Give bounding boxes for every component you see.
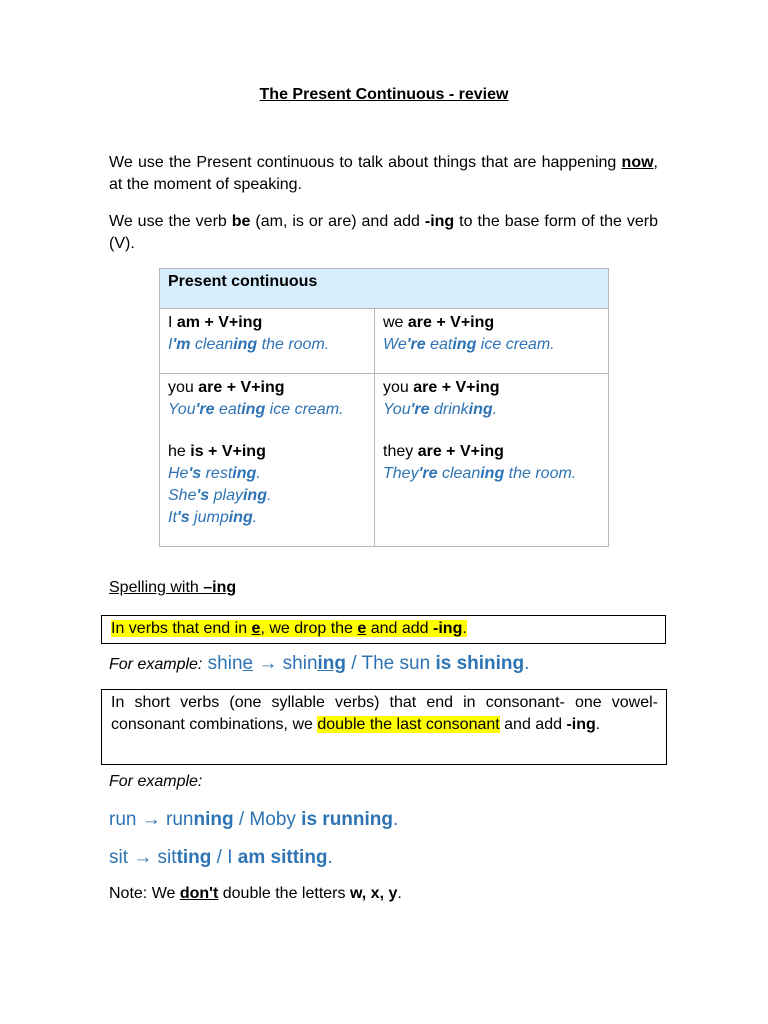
ex-part: → shin — [253, 653, 318, 674]
form-rule: are + V+ing — [417, 443, 504, 460]
ex-part: / I — [211, 847, 238, 868]
ex-part: She — [168, 487, 197, 504]
ex-part: ing — [233, 336, 258, 353]
ex-part: ing — [228, 509, 253, 526]
table-cell-you-he — [160, 374, 375, 547]
pronoun: he — [168, 443, 191, 460]
rule-part: In short verbs (one syllable verbs) that end in consonant- one vowel-consonant combinations, we — [111, 694, 658, 733]
note-part: don't — [179, 885, 219, 902]
emphasis-be: be — [231, 213, 251, 230]
note-part: . — [397, 885, 402, 902]
note-line — [109, 885, 402, 903]
ex-part: ing — [468, 401, 493, 418]
ex-part: 's — [176, 509, 190, 526]
ex-part: rest — [201, 465, 233, 482]
note-part: double the letters — [218, 885, 350, 902]
ex-part: 're — [406, 336, 426, 353]
rule-part: . — [462, 620, 467, 637]
example-shine — [109, 653, 529, 675]
present-continuous-table — [159, 268, 609, 547]
table-cell-we — [375, 309, 609, 374]
ex-part: ing — [232, 465, 257, 482]
intro-text: We use the verb — [109, 213, 232, 230]
ex-part: ing — [241, 401, 266, 418]
example-line — [168, 463, 366, 485]
ex-part: . — [492, 401, 498, 418]
ex-part: 's — [196, 487, 210, 504]
pronoun: you — [168, 379, 199, 396]
ex-part: the room. — [257, 336, 330, 353]
ex-part: They — [383, 465, 419, 482]
ex-part: clean — [190, 336, 234, 353]
example-line — [168, 399, 366, 421]
ex-part: 'm — [172, 336, 191, 353]
rule-text — [111, 620, 467, 637]
ex-part: . — [256, 465, 261, 482]
ex-part: ing — [317, 653, 347, 674]
ex-part: . — [393, 809, 399, 830]
ex-part: is shining — [435, 653, 525, 674]
ex-part: . — [266, 487, 272, 504]
emphasis-now: now — [621, 154, 654, 171]
table-row — [160, 309, 609, 374]
ex-part: You — [383, 401, 411, 418]
form-rule: are + V+ing — [413, 379, 500, 396]
ex-part: 're — [410, 401, 430, 418]
note-part: Note: We — [109, 885, 180, 902]
ex-part: ing — [480, 465, 505, 482]
ex-part: . — [252, 509, 258, 526]
ex-part: eat — [425, 336, 453, 353]
form-line — [383, 441, 600, 463]
heading-ing: –ing — [203, 579, 237, 596]
pronoun: I — [168, 314, 177, 331]
example-sit — [109, 847, 333, 869]
pronoun: they — [383, 443, 418, 460]
form-rule: are + V+ing — [198, 379, 285, 396]
emphasis-ing: -ing — [424, 213, 455, 230]
ex-part: e — [242, 653, 254, 674]
rule-box-drop-e — [101, 615, 666, 644]
note-part: w, x, y — [349, 885, 398, 902]
table-row — [160, 374, 609, 547]
form-line — [383, 377, 600, 399]
rule-part: and add — [366, 620, 434, 637]
ex-part: drink — [429, 401, 469, 418]
ex-part: It — [168, 509, 177, 526]
table-header: Present continuous — [160, 269, 609, 309]
page-title: The Present Continuous - review — [259, 86, 509, 103]
ex-part: sit → sit — [109, 847, 177, 868]
rule-part: -ing — [566, 716, 596, 733]
rule-part: In verbs that end in — [111, 620, 252, 637]
rule-highlight: double the last consonant — [317, 716, 500, 733]
pronoun: we — [383, 314, 408, 331]
ex-part: ning — [193, 809, 234, 830]
form-line — [168, 441, 366, 463]
example-line — [383, 399, 600, 421]
table-cell-you-they — [375, 374, 609, 547]
ex-part: . — [327, 847, 333, 868]
form-rule: are + V+ing — [407, 314, 495, 331]
ex-part: am sitting — [237, 847, 328, 868]
ex-part: jump — [189, 509, 229, 526]
table-cell-i — [160, 309, 375, 374]
rule-part: e — [251, 620, 261, 637]
ex-part: ing — [452, 336, 477, 353]
rule-part: e — [357, 620, 367, 637]
example-line — [383, 463, 600, 485]
pronoun: you — [383, 379, 414, 396]
ex-part: 's — [188, 465, 202, 482]
ex-part: ice cream. — [265, 401, 344, 418]
form-line — [168, 377, 366, 399]
ex-part: . — [524, 653, 530, 674]
table-header-row — [160, 269, 609, 309]
ex-part: run → run — [109, 809, 194, 830]
example-line — [383, 334, 600, 356]
ex-part: / Moby — [233, 809, 302, 830]
form-line — [383, 312, 600, 334]
rule-box-double-consonant — [101, 689, 667, 765]
ex-part: clean — [437, 465, 481, 482]
example-label-2: For example: — [109, 773, 203, 790]
example-line — [168, 334, 366, 356]
rule-part: -ing — [433, 620, 463, 637]
ex-part: 're — [195, 401, 215, 418]
example-line — [168, 485, 366, 507]
rule-part: . — [595, 716, 601, 733]
rule-part: , we drop the — [260, 620, 358, 637]
ex-part: I — [168, 336, 173, 353]
intro-text: (am, is or are) and add — [250, 213, 425, 230]
ex-part: eat — [214, 401, 242, 418]
ex-part: 're — [418, 465, 438, 482]
ex-part: We — [383, 336, 407, 353]
ex-part: shin — [202, 653, 243, 674]
ex-part: play — [209, 487, 243, 504]
ex-part: is running — [301, 809, 393, 830]
ex-part: ting — [176, 847, 212, 868]
ex-part: He — [168, 465, 189, 482]
intro-text: to the base form of the verb (V). — [109, 213, 659, 252]
ex-part: the room. — [504, 465, 577, 482]
ex-part: ice cream. — [476, 336, 555, 353]
form-line — [168, 312, 366, 334]
intro-paragraph-1 — [109, 152, 658, 196]
ex-part: You — [168, 401, 196, 418]
example-run — [109, 809, 398, 831]
heading-text: Spelling with — [109, 579, 204, 596]
example-line — [168, 507, 366, 529]
form-rule: is + V+ing — [190, 443, 266, 460]
spelling-heading — [109, 579, 236, 597]
example-label: For example: — [109, 656, 203, 673]
ex-part: / The sun — [346, 653, 436, 674]
intro-text: , at the moment of speaking. — [109, 154, 658, 193]
intro-paragraph-2 — [109, 211, 658, 255]
rule-part: and add — [499, 716, 567, 733]
intro-text: We use the Present continuous to talk about things that are happening — [109, 154, 622, 171]
form-rule: am + V+ing — [176, 314, 263, 331]
ex-part: ing — [242, 487, 267, 504]
